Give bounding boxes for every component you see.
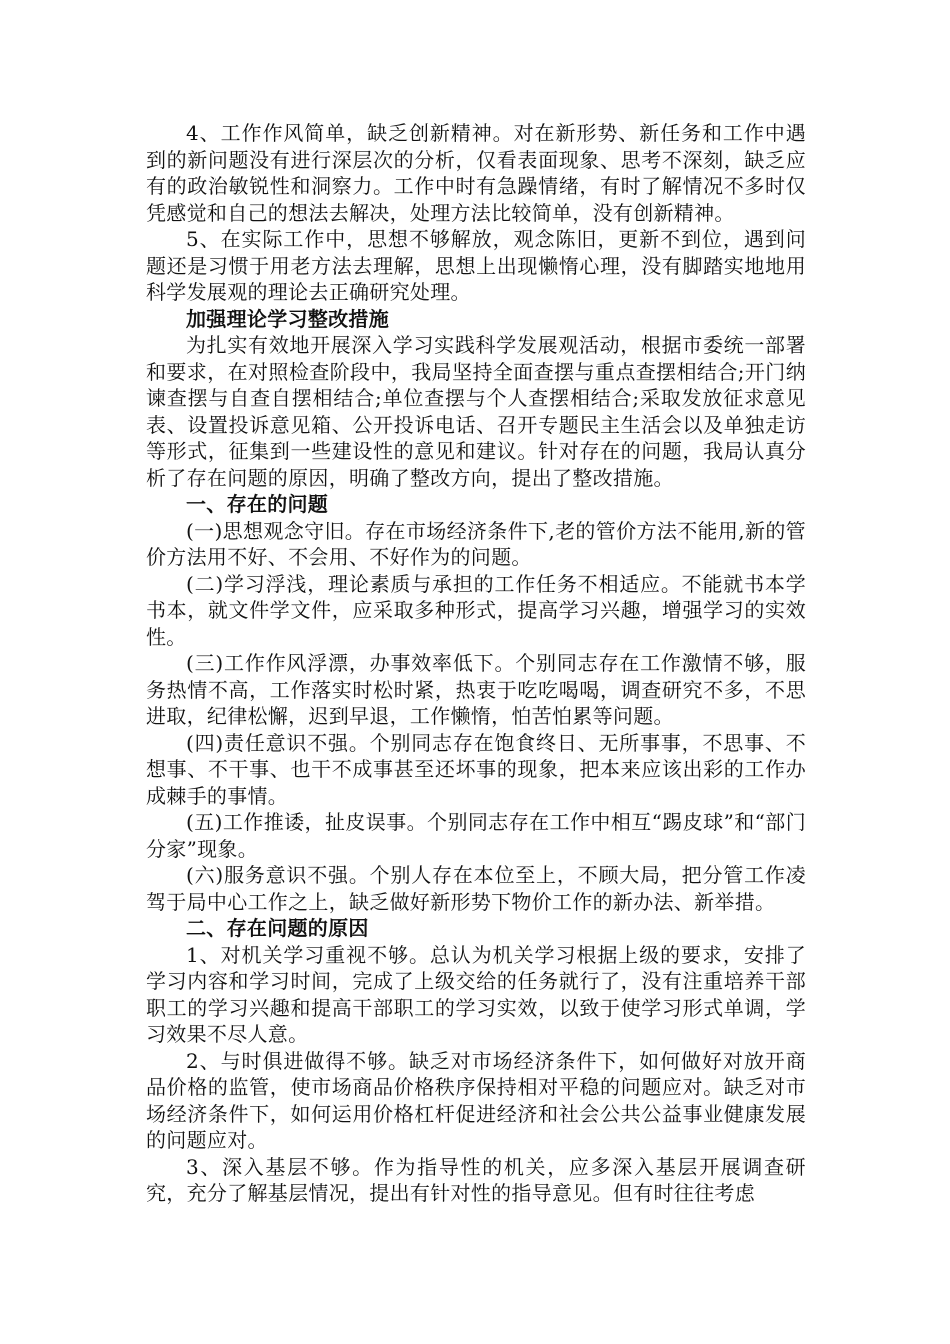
heading-problem-causes: 二、存在问题的原因	[186, 916, 369, 940]
paragraph-cause-3: 3、深入基层不够。作为指导性的机关，应多深入基层开展调查研究，充分了解基层情况，提出有针对性的指导意见。但有时往往考虑	[146, 1154, 806, 1205]
paragraph-problem-6: (六)服务意识不强。个别人存在本位至上，不顾大局，把分管工作凌驾于局中心工作之上，缺乏做好新形势下物价工作的新办法、新举措。	[146, 863, 806, 914]
paragraph-problem-4: (四)责任意识不强。个别同志存在饱食终日、无所事事，不思事、不想事、不干事、也干不成事甚至还坏事的现象，把本来应该出彩的工作办成棘手的事情。	[146, 730, 806, 808]
document-page	[146, 120, 806, 1207]
paragraph-problem-3: (三)工作作风浮漂，办事效率低下。个别同志存在工作激情不够，服务热情不高，工作落实时松时紧，热衷于吃吃喝喝，调查研究不多，不思进取，纪律松懈，迟到早退，工作懒惰，怕苦怕累等问题。	[146, 651, 806, 728]
paragraph-work-style: 4、工作作风简单，缺乏创新精神。对在新形势、新任务和工作中遇到的新问题没有进行深层次的分析，仅看表面现象、思考不深刻，缺乏应有的政治敏锐性和洞察力。工作中时有急躁情绪，有时了解情况不多时仅凭感觉和自己的想法去解决，处理方法比较简单，没有创新精神。	[146, 121, 806, 225]
heading-existing-problems: 一、存在的问题	[186, 492, 329, 516]
paragraph-cause-2: 2、与时俱进做得不够。缺乏对市场经济条件下，如何做好对放开商品价格的监管，使市场商品价格秩序保持相对平稳的问题应对。缺乏对市场经济条件下，如何运用价格杠杆促进经济和社会公共公益事业健康发展的问题应对。	[146, 1048, 806, 1152]
paragraph-problem-1: (一)思想观念守旧。存在市场经济条件下,老的管价方法不能用,新的管价方法用不好、不会用、不好作为的问题。	[146, 518, 806, 569]
paragraph-thinking: 5、在实际工作中，思想不够解放，观念陈旧，更新不到位，遇到问题还是习惯于用老方法去理解，思想上出现懒惰心理，没有脚踏实地地用科学发展观的理论去正确研究处理。	[146, 227, 806, 304]
paragraph-problem-2: (二)学习浮浅，理论素质与承担的工作任务不相适应。不能就书本学书本，就文件学文件，应采取多种形式，提高学习兴趣，增强学习的实效性。	[146, 571, 806, 649]
paragraph-problem-5: (五)工作推诿，扯皮误事。个别同志存在工作中相互“踢皮球”和“部门分家”现象。	[146, 810, 806, 861]
paragraph-intro: 为扎实有效地开展深入学习实践科学发展观活动，根据市委统一部署和要求，在对照检查阶段中，我局坚持全面查摆与重点查摆相结合;开门纳谏查摆与自查自摆相结合;单位查摆与个人查摆相结合;采取发放征求意见表、设置投诉意见箱、公开投诉电话、召开专题民主生活会以及单独走访等形式，征集到一些建设性的意见和建议。针对存在的问题，我局认真分析了存在问题的原因，明确了整改方向，提出了整改措施。	[146, 333, 806, 490]
paragraph-cause-1: 1、对机关学习重视不够。总认为机关学习根据上级的要求，安排了学习内容和学习时间，完成了上级交给的任务就行了，没有注重培养干部职工的学习兴趣和提高干部职工的学习实效，以致于使学习形式单调，学习效果不尽人意。	[146, 942, 806, 1046]
section-title: 加强理论学习整改措施	[186, 306, 389, 331]
